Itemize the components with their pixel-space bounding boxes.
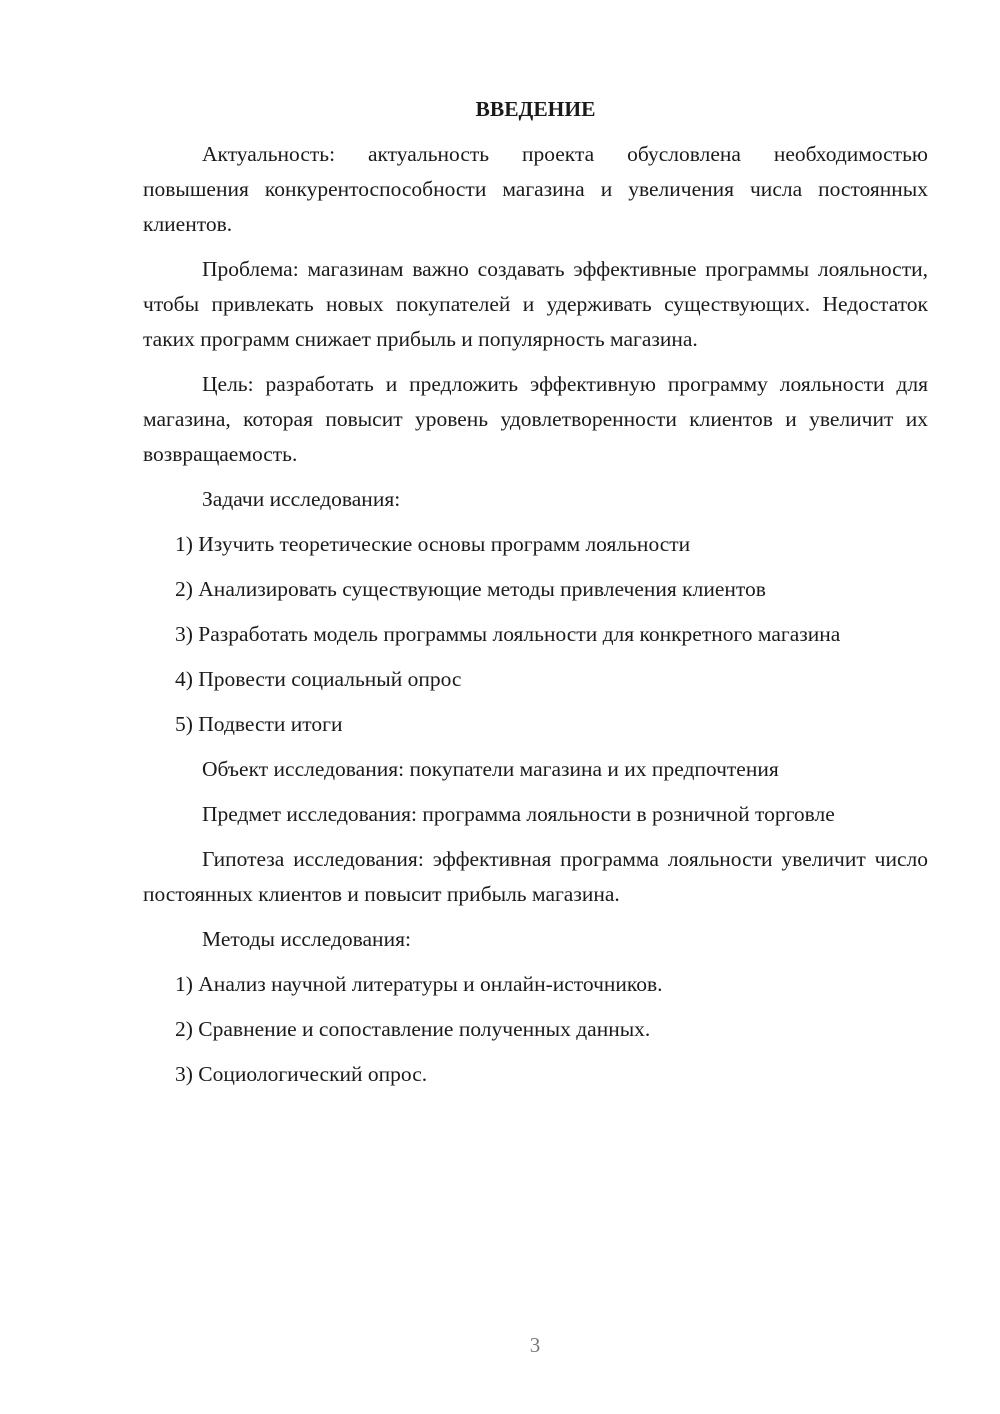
hypothesis-paragraph: Гипотеза исследования: эффективная программа лояльности увеличит число постоянных клиентов и повысит прибыль магазина. xyxy=(143,847,928,906)
page-number: 3 xyxy=(529,1333,541,1357)
task-item: 3) Разработать модель программы лояльности для конкретного магазина xyxy=(175,622,841,646)
relevance-paragraph: Актуальность: актуальность проекта обусловлена необходимостью повышения конкурентоспособности магазина и увеличения числа постоянных клиентов. xyxy=(143,142,928,236)
section-title: ВВЕДЕНИЕ xyxy=(475,97,596,121)
task-item: 5) Подвести итоги xyxy=(175,712,343,736)
task-item: 1) Изучить теоретические основы программ лояльности xyxy=(175,532,691,556)
task-item: 4) Провести социальный опрос xyxy=(175,667,462,691)
method-item: 2) Сравнение и сопоставление полученных данных. xyxy=(175,1017,651,1041)
task-item: 2) Анализировать существующие методы привлечения клиентов xyxy=(175,577,766,601)
page-content xyxy=(143,92,928,1102)
method-item: 1) Анализ научной литературы и онлайн-источников. xyxy=(175,972,663,996)
goal-paragraph: Цель: разработать и предложить эффективную программу лояльности для магазина, которая повысит уровень удовлетворенности клиентов и увеличит их возвращаемость. xyxy=(143,372,928,466)
tasks-heading: Задачи исследования: xyxy=(202,487,401,511)
object-paragraph: Объект исследования: покупатели магазина и их предпочтения xyxy=(202,757,779,781)
subject-paragraph: Предмет исследования: программа лояльности в розничной торговле xyxy=(202,802,835,826)
methods-heading: Методы исследования: xyxy=(202,927,411,951)
method-item: 3) Социологический опрос. xyxy=(175,1062,428,1086)
problem-paragraph: Проблема: магазинам важно создавать эффективные программы лояльности, чтобы привлекать новых покупателей и удерживать существующих. Недостаток таких программ снижает прибыль и популярность магазина. xyxy=(143,257,928,351)
